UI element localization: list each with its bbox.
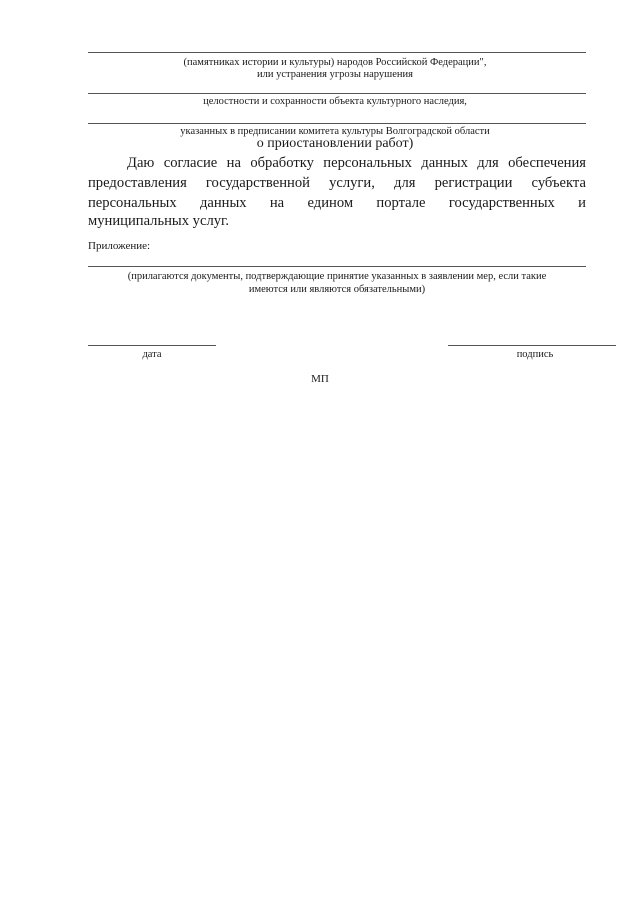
attachment-note-2: имеются или являются обязательными) bbox=[248, 284, 426, 295]
consent-word: государственной bbox=[205, 175, 310, 191]
consent-line-4: муниципальных услуг. bbox=[88, 213, 230, 229]
signature-label: подпись bbox=[516, 349, 554, 360]
rule-2 bbox=[88, 93, 586, 94]
consent-word: персональных bbox=[88, 195, 177, 211]
rule-3 bbox=[88, 123, 586, 124]
consent-word: Даю bbox=[127, 155, 155, 171]
consent-word: на bbox=[226, 155, 241, 171]
consent-line-3 bbox=[88, 195, 586, 212]
consent-word: государственных bbox=[448, 195, 555, 211]
attachment-note-1: (прилагаются документы, подтверждающие принятие указанных в заявлении мер, если такие bbox=[127, 271, 547, 282]
consent-word: обеспечения bbox=[508, 155, 586, 171]
consent-word: едином bbox=[307, 195, 354, 211]
seal-label: МП bbox=[311, 373, 329, 385]
header-line-4: указанных в предписании комитета культуры Волгоградской области bbox=[180, 126, 490, 137]
consent-word: для bbox=[477, 155, 499, 171]
header-line-1: (памятниках истории и культуры) народов Российской Федерации", bbox=[183, 57, 487, 68]
attachment-label: Приложение: bbox=[88, 240, 151, 252]
date-label: дата bbox=[142, 349, 162, 360]
consent-word: регистрации bbox=[434, 175, 513, 191]
consent-word: предоставления bbox=[88, 175, 187, 191]
consent-word: персональных bbox=[323, 155, 412, 171]
consent-word: обработку bbox=[250, 155, 314, 171]
consent-word: услуги, bbox=[329, 175, 375, 191]
date-rule bbox=[88, 345, 216, 346]
consent-word: портале bbox=[376, 195, 426, 211]
signature-rule bbox=[448, 345, 616, 346]
header-line-2: или устранения угрозы нарушения bbox=[257, 69, 413, 80]
consent-word: субъекта bbox=[531, 175, 586, 191]
consent-word: данных bbox=[421, 155, 468, 171]
header-line-3: целостности и сохранности объекта культурного наследия, bbox=[203, 96, 467, 107]
consent-word: на bbox=[269, 195, 285, 211]
consent-line-1 bbox=[127, 155, 586, 172]
consent-word: данных bbox=[199, 195, 247, 211]
attachment-rule bbox=[88, 266, 586, 267]
header-line-5: о приостановлении работ) bbox=[256, 136, 414, 151]
consent-word: и bbox=[578, 195, 586, 211]
top-rule bbox=[88, 52, 586, 53]
consent-word: для bbox=[394, 175, 416, 191]
consent-word: согласие bbox=[163, 155, 218, 171]
consent-line-2 bbox=[88, 175, 586, 192]
